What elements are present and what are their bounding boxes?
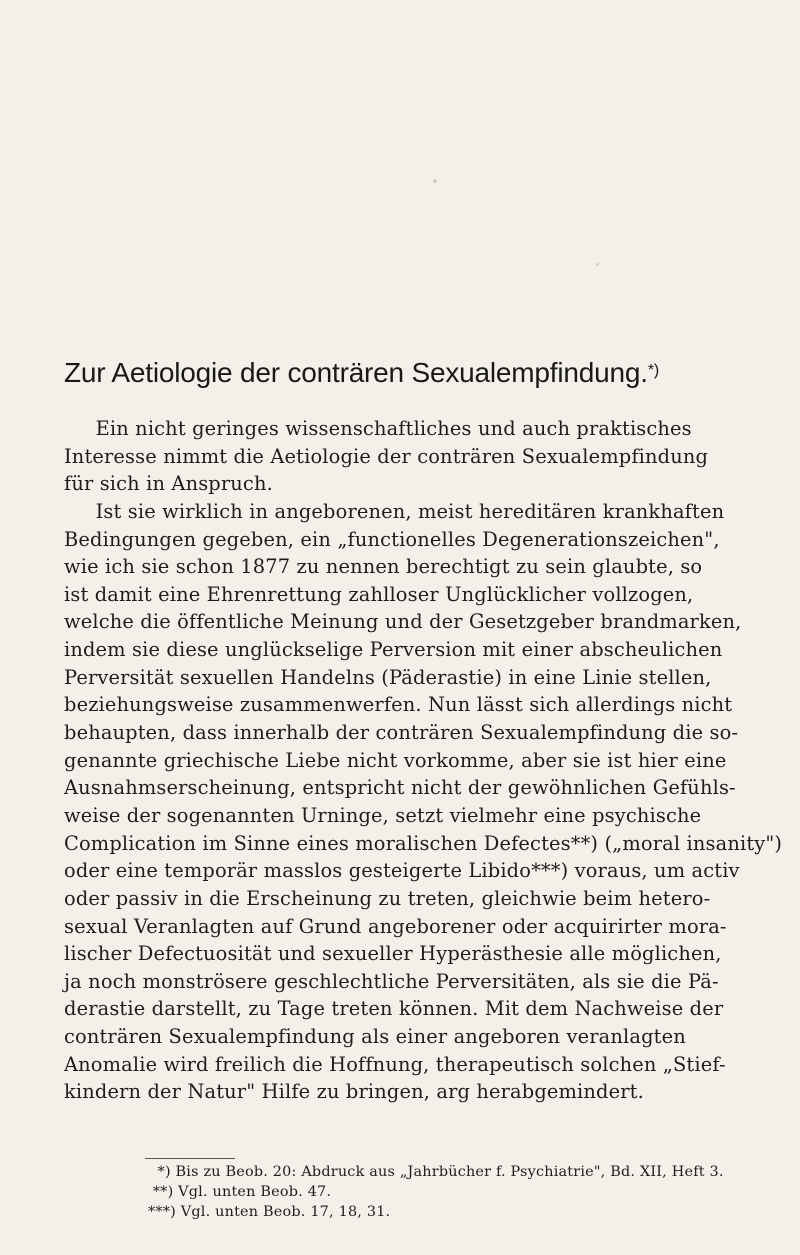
text-line: ja noch monströsere geschlechtliche Perversitäten, als sie die Pä- xyxy=(64,969,719,993)
chapter-title-text: Zur Aetiologie der conträren Sexualempfindung. xyxy=(64,357,648,388)
text-line: ist damit eine Ehrenrettung zahlloser Unglücklicher vollzogen, xyxy=(64,582,694,606)
text-line: welche die öffentliche Meinung und der Gesetzgeber brandmarken, xyxy=(64,610,742,634)
text-line: Complication im Sinne eines moralischen Defectes**) („moral insanity") xyxy=(64,831,783,855)
text-line: Ausnahmserscheinung, entspricht nicht der gewöhnlichen Gefühls- xyxy=(64,776,736,800)
footnote: ***) Vgl. unten Beob. 17, 18, 31. xyxy=(148,1204,391,1220)
chapter-title xyxy=(64,356,754,390)
text-line: wie ich sie schon 1877 zu nennen berechtigt zu sein glaubte, so xyxy=(64,555,703,579)
text-line: behaupten, dass innerhalb der conträren Sexualempfindung die so- xyxy=(64,721,739,745)
footnotes xyxy=(148,1162,768,1222)
text-line: derastie darstellt, zu Tage treten können. Mit dem Nachweise der xyxy=(64,997,724,1021)
text-line: Perversität sexuellen Handelns (Päderastie) in eine Linie stellen, xyxy=(64,665,712,689)
text-line: oder passiv in die Erscheinung zu treten, gleichwie beim hetero- xyxy=(64,886,711,910)
text-line: genannte griechische Liebe nicht vorkomme, aber sie ist hier eine xyxy=(64,748,727,772)
text-line: Bedingungen gegeben, ein „functionelles Degenerationszeichen", xyxy=(64,527,720,551)
text-line: kindern der Natur" Hilfe zu bringen, arg herabgemindert. xyxy=(64,1080,644,1104)
title-footnote-mark: *) xyxy=(647,362,659,379)
text-line: weise der sogenannten Urninge, setzt vielmehr eine psychische xyxy=(64,803,702,827)
footnote-rule xyxy=(145,1158,235,1159)
paper-speck xyxy=(433,179,437,183)
text-line: Anomalie wird freilich die Hoffnung, therapeutisch solchen „Stief- xyxy=(64,1052,726,1076)
text-line: conträren Sexualempfindung als einer angeboren veranlagten xyxy=(64,1025,686,1049)
footnote: **) Vgl. unten Beob. 47. xyxy=(148,1184,332,1200)
text-line: lischer Defectuosität und sexueller Hyperästhesie alle möglichen, xyxy=(64,942,722,966)
text-line: indem sie diese unglückselige Perversion mit einer abscheulichen xyxy=(64,638,723,662)
text-line: für sich in Anspruch. xyxy=(64,472,273,496)
text-line: beziehungsweise zusammenwerfen. Nun lässt sich allerdings nicht xyxy=(64,693,733,717)
text-line: Ist sie wirklich in angeborenen, meist hereditären krankhaften xyxy=(64,499,725,523)
text-line: oder eine temporär masslos gesteigerte Libido***) voraus, um activ xyxy=(64,859,740,883)
paper-speck xyxy=(596,263,599,266)
footnote: *) Bis zu Beob. 20: Abdruck aus „Jahrbücher f. Psychiatrie", Bd. XII, Heft 3. xyxy=(148,1164,724,1180)
body-text xyxy=(64,415,783,1106)
text-line: sexual Veranlagten auf Grund angeborener oder acquirirter mora- xyxy=(64,914,727,938)
text-line: Ein nicht geringes wissenschaftliches und auch praktisches xyxy=(64,417,692,440)
text-line: Interesse nimmt die Aetiologie der conträren Sexualempfindung xyxy=(64,444,709,468)
